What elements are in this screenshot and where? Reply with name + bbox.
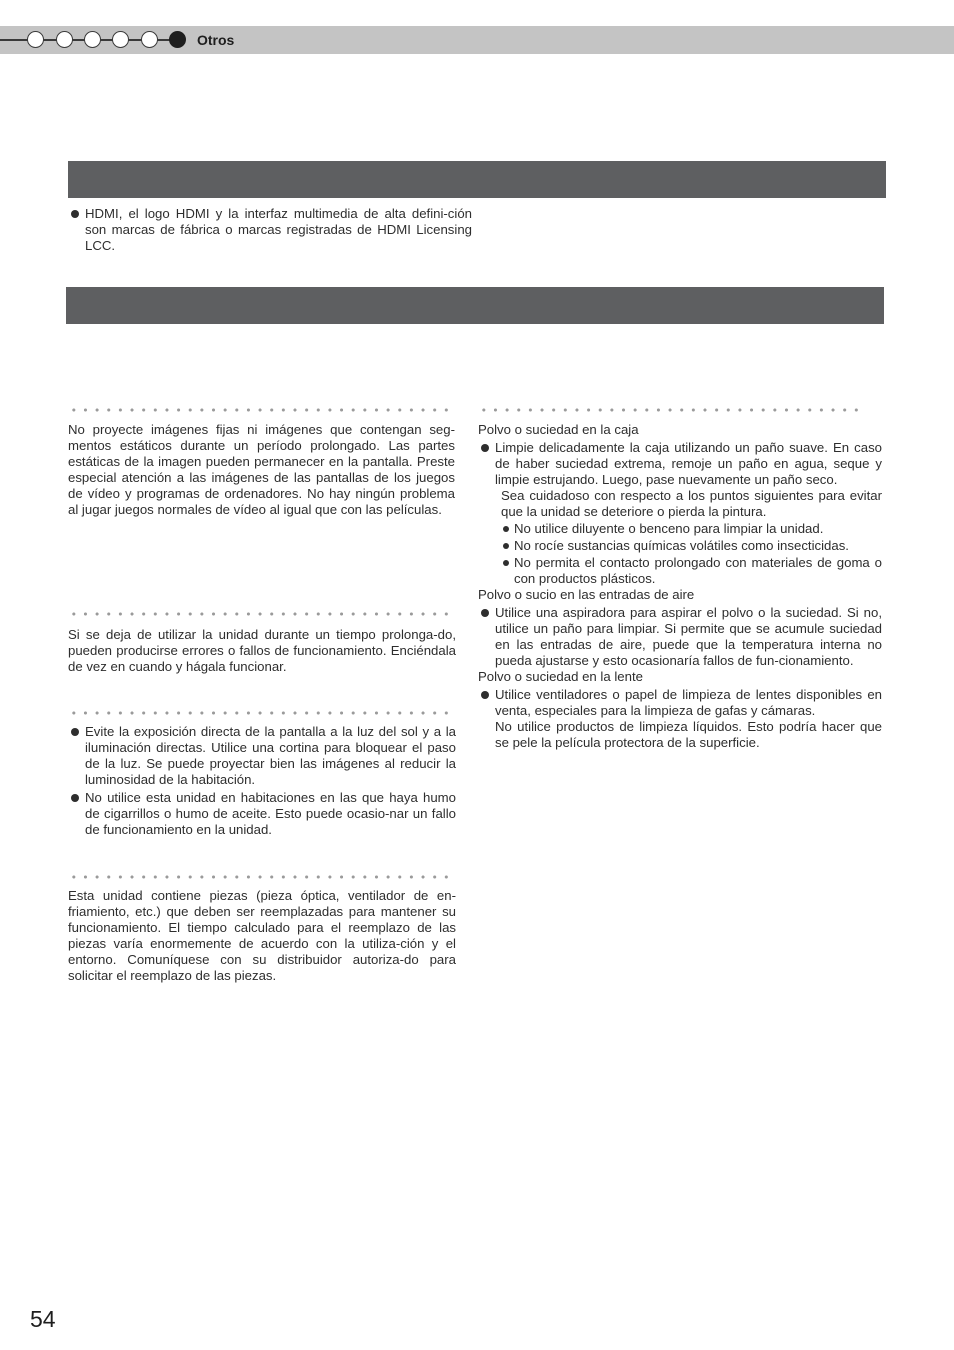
case-sub-1: No utilice diluyente o benceno para limpiar la unidad. (501, 521, 882, 537)
case-heading: Polvo o suciedad en la caja (478, 422, 639, 437)
location-block (68, 724, 456, 838)
step-indicator-1 (27, 31, 44, 48)
vent-heading: Polvo o sucio en las entradas de aire (478, 587, 695, 602)
lens-heading: Polvo o suciedad en la lente (478, 669, 643, 684)
trademark-block (68, 206, 472, 254)
trademark-text: HDMI, el logo HDMI y la interfaz multimedia de alta defini-ción son marcas de fábrica o marcas registradas de HDMI Licensing LCC. (68, 206, 472, 254)
case-sub-3: No permita el contacto prolongado con materiales de goma o con productos plásticos. (501, 555, 882, 587)
heading-band-trademarks (68, 161, 886, 198)
step-indicator-4 (112, 31, 129, 48)
vent-bullet: Utilice una aspiradora para aspirar el polvo o la suciedad. Si no, utilice un paño para limpiar. Si permite que se acumule suciedad en las entradas de aire, puede que la temperatura interna no pueda ajustarse y esto ocasionaría fallos de fun-cionamiento. (478, 605, 882, 669)
lens-note: No utilice productos de limpieza líquidos. Esto podría hacer que se pele la película protectora de la superficie. (495, 719, 882, 750)
still-images-text: No proyecte imágenes fijas ni imágenes que contengan seg-mentos estáticos durante un período prolongado. Las partes estáticas de la imagen pueden permanecer en la pantalla. Preste especial atención a las imágenes de las pantallas de los juegos de vídeo y programas de ordenadores. No hay ningún problema al jugar juegos normales de vídeo al igual que con las películas. (68, 422, 455, 517)
case-note: Sea cuidadoso con respecto a los puntos siguientes para evitar que la unidad se deteriore o pierda la pintura. (501, 488, 882, 519)
parts-text: Esta unidad contiene piezas (pieza óptica, ventilador de en-friamiento, etc.) que deben ser reemplazadas para mantener su funcionamiento. El tiempo calculado para el reemplazo de las piezas varía enormemente de acuerdo con la utiliza-ción y el entorno. Comuníquese con su distribuidor autoriza-do para solicitar el reemplazo de las piezas. (68, 888, 456, 983)
case-bullet: Limpie delicadamente la caja utilizando un paño suave. En caso de haber suciedad extrema, remoje un paño en agua, seque y limpie estrujando. Luego, pase nuevamente un paño seco. (478, 440, 882, 488)
step-indicator-6-active (169, 31, 186, 48)
dotted-divider (68, 612, 456, 616)
disuse-text: Si se deja de utilizar la unidad durante un tiempo prolonga-do, pueden producirse errores o fallos de funcionamiento. Enciéndala de vez en cuando y hágala funcionar. (68, 627, 456, 674)
location-bullet-1: Evite la exposición directa de la pantalla a la luz del sol y a la iluminación directas. Utilice una cortina para bloquear el paso de la luz. Se puede proyectar bien las imágenes al reducir la luminosidad de la habitación. (68, 724, 456, 788)
location-bullet-2: No utilice esta unidad en habitaciones en las que haya humo de cigarrillos o humo de aceite. Esto puede ocasio-nar un fallo de funcionamiento en la unidad. (68, 790, 456, 838)
dotted-divider (478, 408, 866, 412)
lens-bullet: Utilice ventiladores o papel de limpieza de lentes disponibles en venta, especiales para la limpieza de gafas y cámaras. (478, 687, 882, 719)
cleaning-block (478, 422, 882, 751)
dotted-divider (68, 711, 456, 715)
still-images-block (68, 422, 455, 518)
step-indicator-3 (84, 31, 101, 48)
case-sub-2: No rocíe sustancias químicas volátiles como insecticidas. (501, 538, 882, 554)
step-indicator-2 (56, 31, 73, 48)
heading-band-precautions (66, 287, 884, 324)
page-number: 54 (30, 1306, 56, 1332)
section-label: Otros (197, 32, 235, 48)
disuse-block (68, 627, 456, 675)
dotted-divider (68, 875, 456, 879)
step-indicator-5 (141, 31, 158, 48)
parts-block (68, 888, 456, 984)
dotted-divider (68, 408, 456, 412)
